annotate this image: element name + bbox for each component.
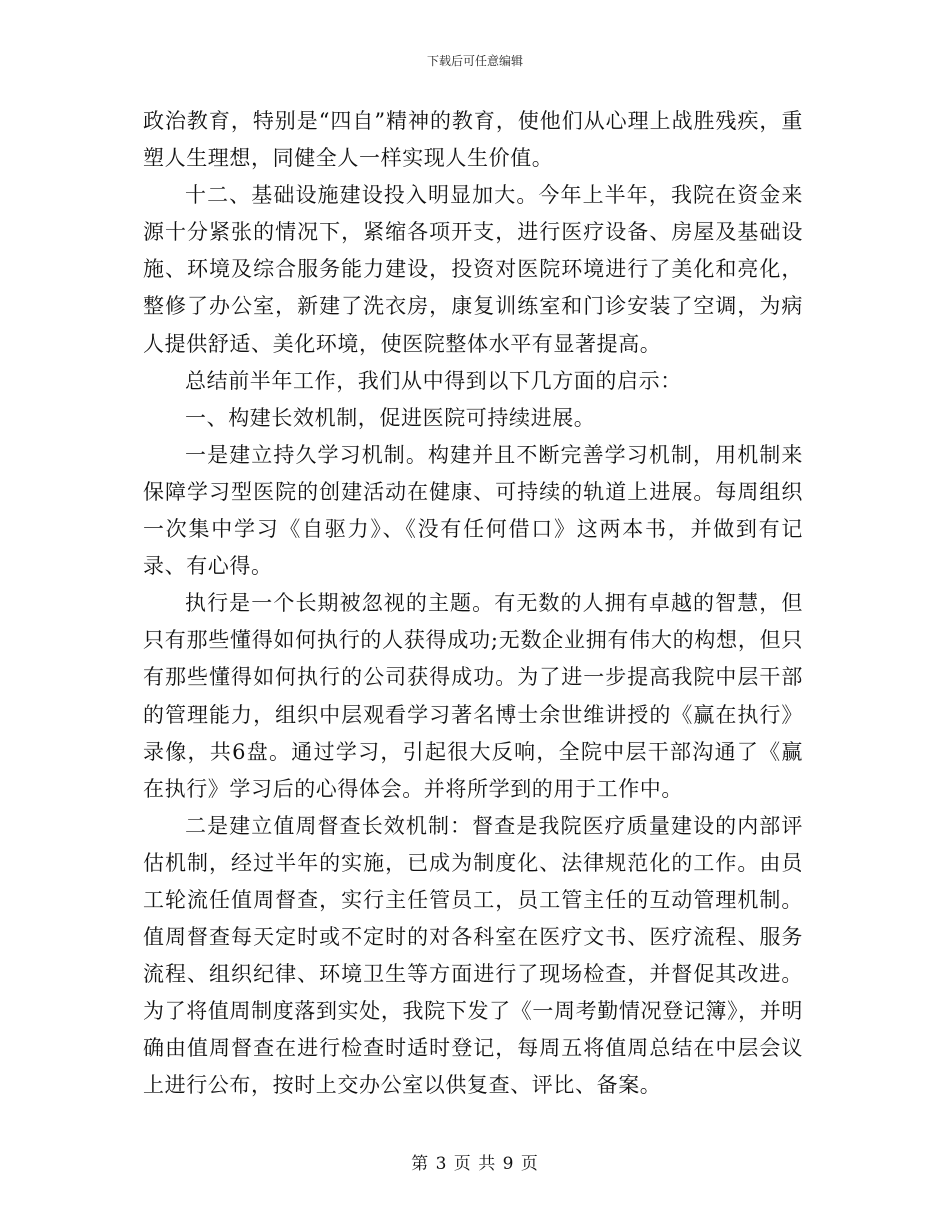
paragraph-7: 二是建立值周督查长效机制：督查是我院医疗质量建设的内部评估机制，经过半年的实施，已成为制度化、法律规范化的工作。由员工轮流任值周督查，实行主任管员工，员工管主任的互动管理机制。值周督查每天定时或不定时的对各科室在医疗文书、医疗流程、服务流程、组织纪律、环境卫生等方面进行了现场检查，并督促其改进。为了将值周制度落到实处，我院下发了《一周考勤情况登记簿》，并明确由值周督查在进行检查时适时登记，每周五将值周总结在中层会议上进行公布，按时上交办公室以供复查、评比、备案。 [143,813,803,1098]
paragraph-2: 十二、基础设施建设投入明显加大。今年上半年，我院在资金来源十分紧张的情况下，紧缩各项开支，进行医疗设备、房屋及基础设施、环境及综合服务能力建设，投资对医院环境进行了美化和亮化，整修了办公室，新建了洗衣房，康复训练室和门诊安装了空调，为病人提供舒适、美化环境，使医院整体水平有显著提高。 [143,183,803,356]
footer-page-word: 页 [453,1154,472,1174]
footer-prefix: 第 [411,1154,430,1174]
document-body [143,103,803,1105]
footer-suffix: 页 [520,1154,539,1174]
footer-current-page: 3 [435,1154,448,1174]
paragraph-6: 执行是一个长期被忽视的主题。有无数的人拥有卓越的智慧，但只有那些懂得如何执行的人获得成功;无数企业拥有伟大的构想，但只有那些懂得如何执行的公司获得成功。为了进一步提高我院中层干部的管理能力，组织中层观看学习著名博士余世维讲授的《赢在执行》录像，共6盘。通过学习，引起很大反响，全院中层干部沟通了《赢在执行》学习后的心得体会。并将所学到的用于工作中。 [143,591,803,801]
paragraph-3: 总结前半年工作，我们从中得到以下几方面的启示： [185,368,682,393]
paragraph-5: 一是建立持久学习机制。构建并且不断完善学习机制，用机制来保障学习型医院的创建活动在健康、可持续的轨道上进展。每周组织一次集中学习《自驱力》、《没有任何借口》这两本书，并做到有记录、有心得。 [143,442,803,579]
page-header-note: 下载后可任意编辑 [426,54,523,68]
paragraph-4: 一、构建长效机制，促进医院可持续进展。 [185,405,596,430]
footer-total-pages: 9 [502,1154,515,1174]
page-number-footer [0,1149,950,1174]
footer-total-word: 共 [478,1154,497,1174]
paragraph-1: 政治教育，特别是“四自”精神的教育，使他们从心理上战胜残疾，重塑人生理想，同健全人一样实现人生价值。 [143,109,803,171]
